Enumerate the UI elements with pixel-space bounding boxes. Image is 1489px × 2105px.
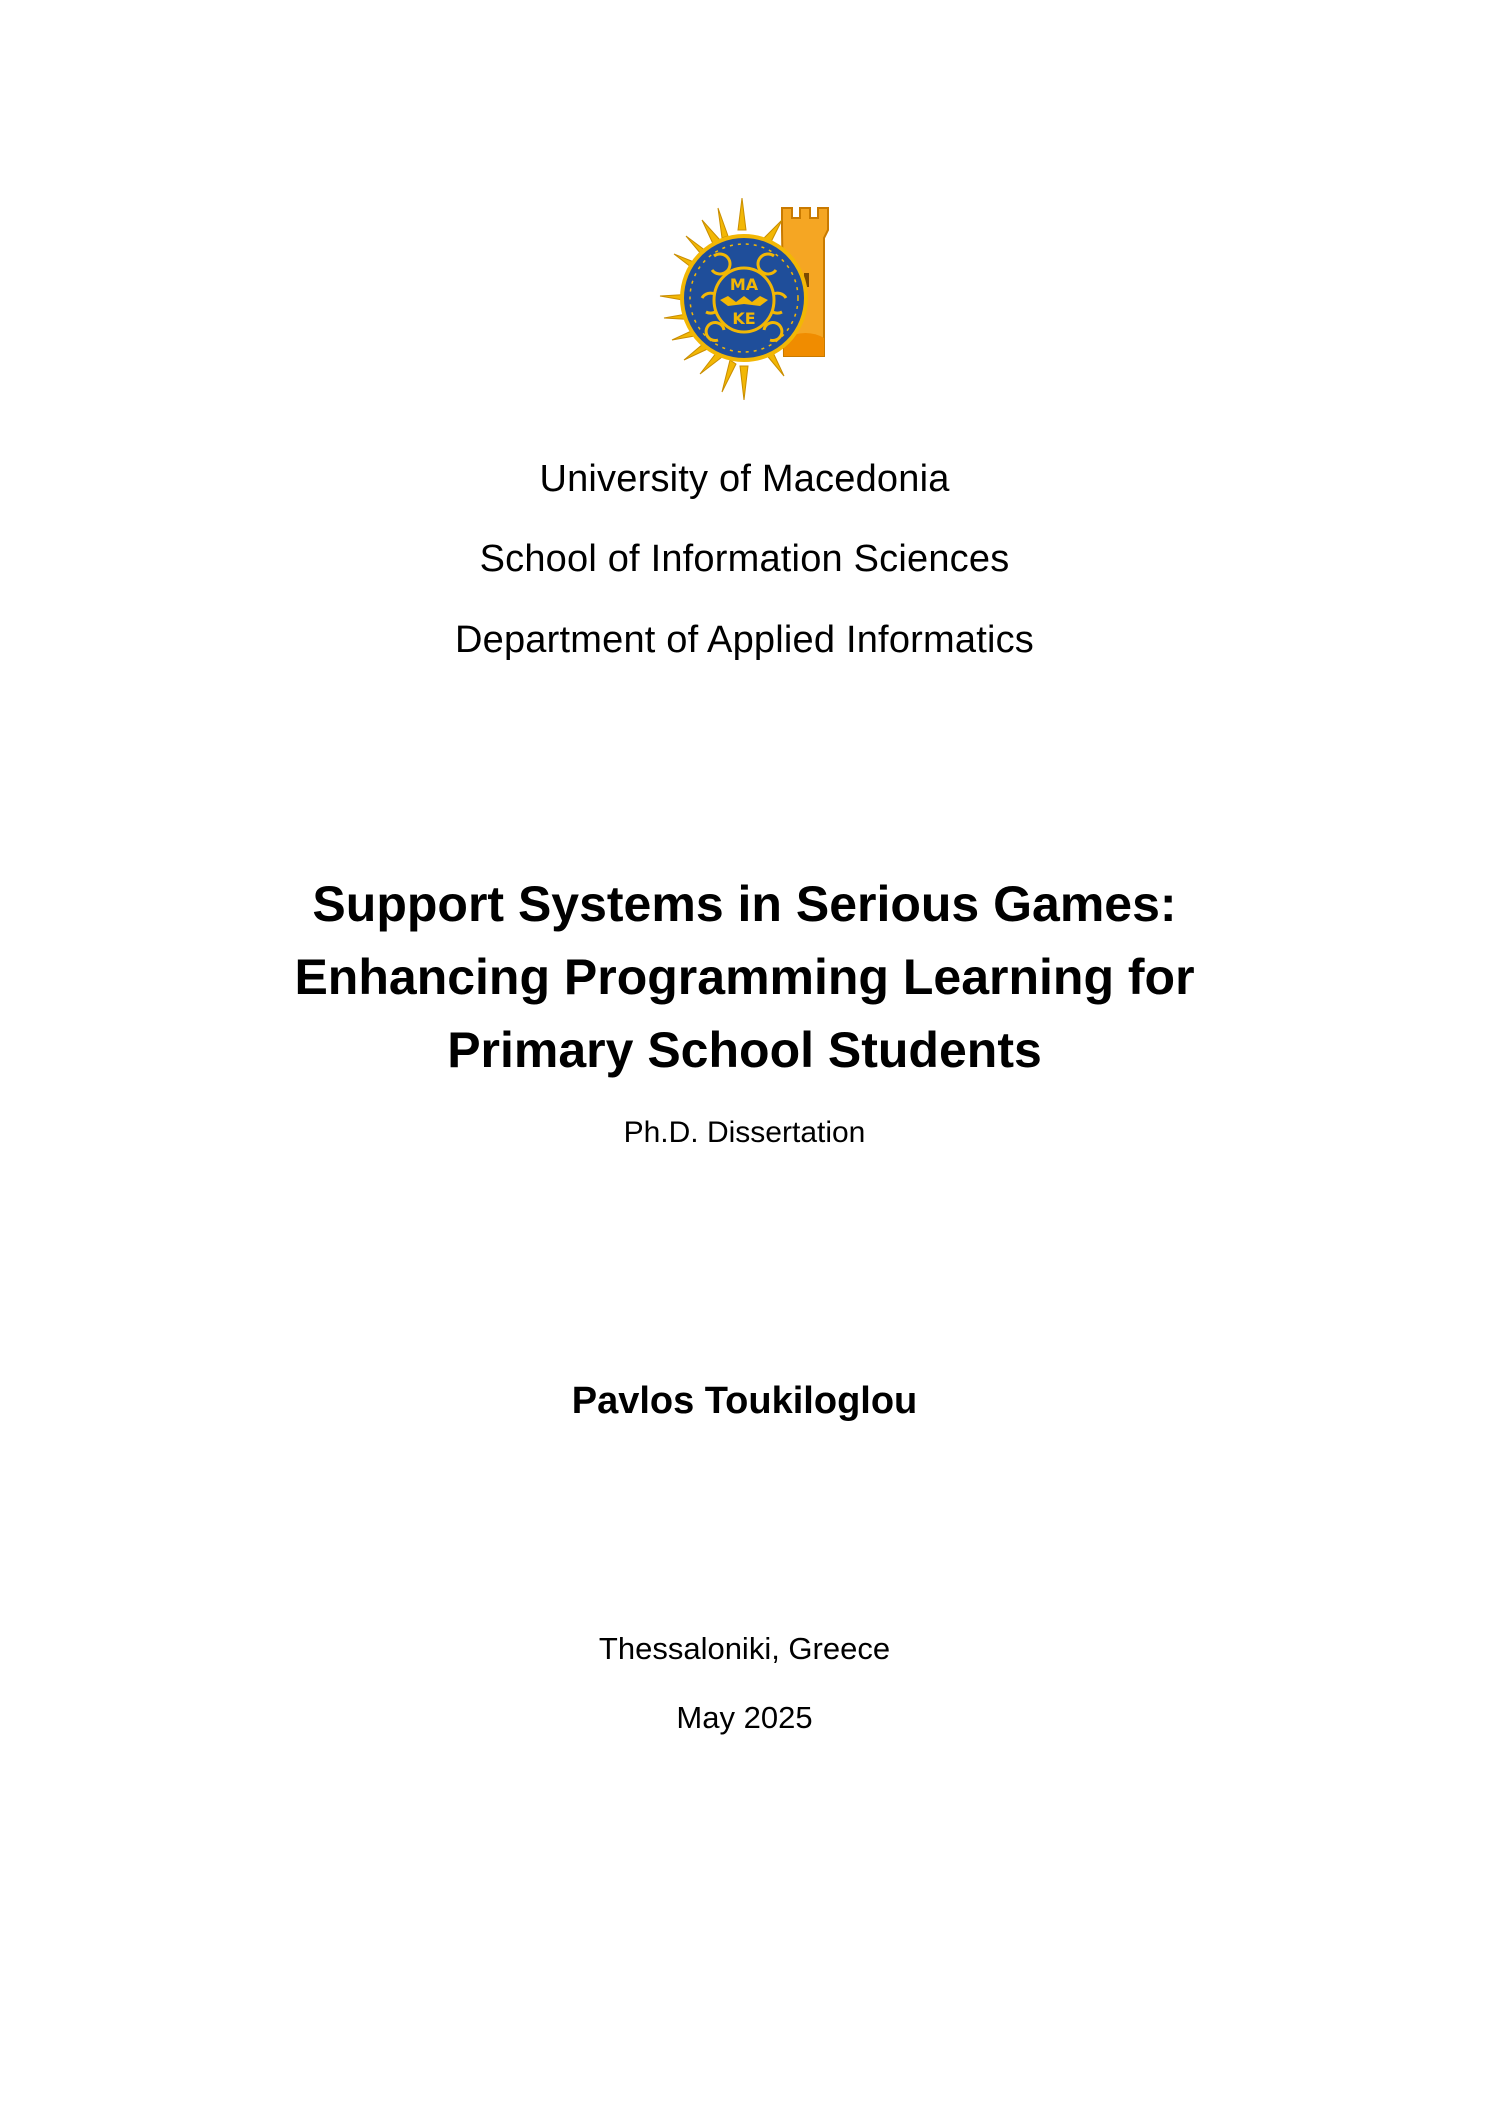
place: Thessaloniki, Greece (598, 1631, 891, 1666)
title-line-1: Support Systems in Serious Games: (312, 876, 1177, 932)
title-line-2: Enhancing Programming Learning for (294, 949, 1195, 1005)
school-name: School of Information Sciences (479, 538, 1010, 580)
seal-letters-bottom: ΚΕ (732, 309, 756, 328)
department-name: Department of Applied Informatics (455, 619, 1034, 661)
date: May 2025 (676, 1700, 813, 1735)
university-seal-logo (632, 178, 862, 410)
document-type: Ph.D. Dissertation (623, 1116, 866, 1149)
seal-letters-top: ΜΑ (729, 275, 759, 294)
dissertation-title (0, 868, 1489, 1087)
university-name: University of Macedonia (539, 458, 950, 500)
author-name: Pavlos Toukiloglou (571, 1380, 918, 1422)
title-line-3: Primary School Students (447, 1022, 1042, 1078)
